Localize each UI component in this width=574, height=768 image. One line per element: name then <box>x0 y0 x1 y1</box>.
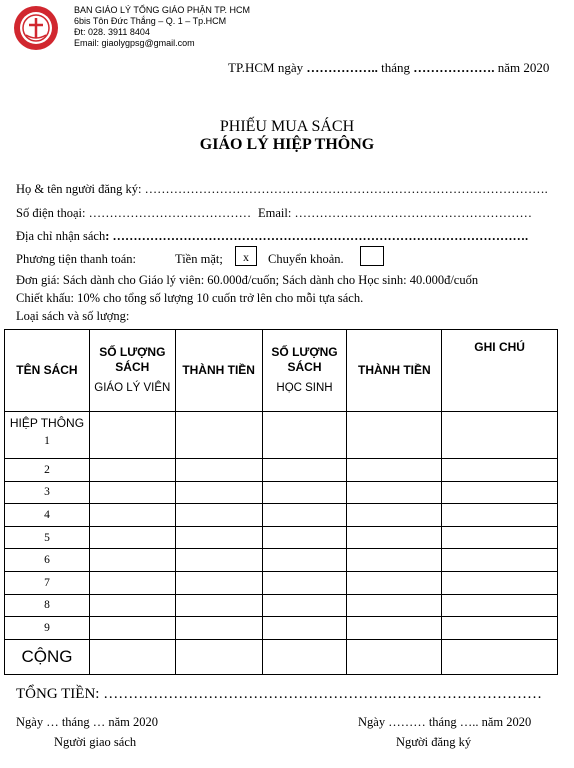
price-line: Đơn giá: Sách dành cho Giáo lý viên: 60.000đ/cuốn; Sách dành cho Học sinh: 40.000đ/cuốn <box>16 273 479 287</box>
total-note-cell[interactable] <box>442 639 558 674</box>
note-cell[interactable] <box>442 459 558 482</box>
total-qty-glv-cell[interactable] <box>89 639 175 674</box>
transfer-label: Chuyển khoản. <box>268 252 344 266</box>
note-cell[interactable] <box>442 549 558 572</box>
amount-glv-cell[interactable] <box>175 412 262 459</box>
amount-hs-cell[interactable] <box>347 504 442 527</box>
date-month-dots: ………………. <box>413 60 495 75</box>
qty-glv-cell[interactable] <box>89 549 175 572</box>
discount-line: Chiết khấu: 10% cho tổng số lượng 10 cuốn trở lên cho mỗi tựa sách. <box>16 291 364 305</box>
amount-hs-cell[interactable] <box>347 481 442 504</box>
org-phone: Đt: 028. 3911 8404 <box>74 27 150 37</box>
date-year: năm 2020 <box>494 60 550 75</box>
qty-hs-cell[interactable] <box>262 594 347 617</box>
header-qty-hs: SỐ LƯỢNG SÁCH HỌC SINH <box>262 330 347 412</box>
grand-total-field[interactable]: TỔNG TIỀN: ………………………………………………….………………………… <box>16 686 542 702</box>
registrant-role: Người đăng ký <box>396 735 472 749</box>
total-label: CỘNG <box>5 639 90 674</box>
note-cell[interactable] <box>442 481 558 504</box>
date-prefix: TP.HCM ngày <box>228 60 307 75</box>
qty-hs-cell[interactable] <box>262 571 347 594</box>
amount-hs-cell[interactable] <box>347 549 442 572</box>
note-cell[interactable] <box>442 571 558 594</box>
header-qty-glv-sub: GIÁO LÝ VIÊN <box>94 382 171 394</box>
qty-glv-cell[interactable] <box>89 617 175 640</box>
order-table <box>4 329 558 675</box>
organization-logo <box>6 4 66 52</box>
qty-hs-cell[interactable] <box>262 526 347 549</box>
note-cell[interactable] <box>442 412 558 459</box>
table-row <box>5 617 558 640</box>
qty-glv-cell[interactable] <box>89 504 175 527</box>
qty-glv-cell[interactable] <box>89 571 175 594</box>
table-row <box>5 594 558 617</box>
row-number: 8 <box>5 594 90 617</box>
qty-hs-cell[interactable] <box>262 459 347 482</box>
amount-glv-cell[interactable] <box>175 571 262 594</box>
note-cell[interactable] <box>442 594 558 617</box>
total-amount-hs-cell[interactable] <box>347 639 442 674</box>
header-qty-glv: SỐ LƯỢNG SÁCH GIÁO LÝ VIÊN <box>89 330 175 412</box>
table-row <box>5 481 558 504</box>
row-number: 4 <box>5 504 90 527</box>
transfer-checkbox[interactable] <box>360 246 384 266</box>
qty-hs-cell[interactable] <box>262 549 347 572</box>
amount-glv-cell[interactable] <box>175 526 262 549</box>
amount-glv-cell[interactable] <box>175 549 262 572</box>
payment-method-label: Phương tiện thanh toán: <box>16 252 136 266</box>
org-address: 6bis Tôn Đức Thắng – Q. 1 – Tp.HCM <box>74 16 227 26</box>
row-number: 3 <box>5 481 90 504</box>
qty-glv-cell[interactable] <box>89 526 175 549</box>
cash-checkbox[interactable]: x <box>235 246 257 266</box>
row-number: 7 <box>5 571 90 594</box>
title-line2: GIÁO LÝ HIỆP THÔNG <box>199 136 375 153</box>
org-email: Email: giaolygpsg@gmail.com <box>74 38 195 48</box>
total-row <box>5 639 558 674</box>
email-field[interactable]: Email: ………………………………………………… <box>258 206 532 220</box>
note-cell[interactable] <box>442 617 558 640</box>
qty-glv-cell[interactable] <box>89 412 175 459</box>
qty-hs-cell[interactable] <box>262 617 347 640</box>
delivery-address-dots: : ………………………………………………………………………………………. <box>105 229 529 243</box>
phone-field[interactable]: Số điện thoại: ………………………………… <box>16 206 252 220</box>
amount-glv-cell[interactable] <box>175 459 262 482</box>
amount-hs-cell[interactable] <box>347 571 442 594</box>
qty-glv-cell[interactable] <box>89 481 175 504</box>
giver-role: Người giao sách <box>54 735 137 749</box>
date-day-dots: …………….. <box>306 60 378 75</box>
registrant-name-field[interactable]: Họ & tên người đăng ký: ……………………………………………………………………………………. <box>16 182 548 196</box>
header-note: GHI CHÚ <box>442 330 558 412</box>
table-row <box>5 459 558 482</box>
row-number: 9 <box>5 617 90 640</box>
total-qty-hs-cell[interactable] <box>262 639 347 674</box>
cash-label: Tiền mặt; <box>175 252 223 266</box>
row-number: 6 <box>5 549 90 572</box>
amount-glv-cell[interactable] <box>175 617 262 640</box>
amount-glv-cell[interactable] <box>175 481 262 504</box>
amount-hs-cell[interactable] <box>347 526 442 549</box>
header-qty-hs-sub: HỌC SINH <box>276 382 333 394</box>
org-name: BAN GIÁO LÝ TỔNG GIÁO PHẬN TP. HCM <box>74 5 251 15</box>
amount-hs-cell[interactable] <box>347 459 442 482</box>
qty-hs-cell[interactable] <box>262 481 347 504</box>
note-cell[interactable] <box>442 526 558 549</box>
amount-hs-cell[interactable] <box>347 594 442 617</box>
date-line <box>228 60 549 76</box>
book-title-cell <box>5 412 90 459</box>
row-number: 5 <box>5 526 90 549</box>
table-header-row <box>5 330 558 412</box>
row-number: 1 <box>44 435 50 447</box>
giver-date: Ngày … tháng … năm 2020 <box>16 715 158 729</box>
header-amount-hs: THÀNH TIỀN <box>347 330 442 412</box>
note-cell[interactable] <box>442 504 558 527</box>
book-type-line: Loại sách và số lượng: <box>16 309 130 323</box>
header-amount-glv: THÀNH TIỀN <box>175 330 262 412</box>
qty-hs-cell[interactable] <box>262 412 347 459</box>
book-title: HIỆP THÔNG <box>9 416 85 430</box>
header-book-name: TÊN SÁCH <box>5 330 90 412</box>
total-amount-glv-cell[interactable] <box>175 639 262 674</box>
table-row <box>5 526 558 549</box>
registrant-date: Ngày ……… tháng ….. năm 2020 <box>358 715 532 729</box>
amount-hs-cell[interactable] <box>347 617 442 640</box>
title-line1: PHIẾU MUA SÁCH <box>219 118 355 135</box>
table-row <box>5 504 558 527</box>
amount-glv-cell[interactable] <box>175 594 262 617</box>
row-number: 2 <box>5 459 90 482</box>
qty-glv-cell[interactable] <box>89 459 175 482</box>
amount-glv-cell[interactable] <box>175 504 262 527</box>
delivery-address-label: Địa chỉ nhận sách <box>16 229 106 243</box>
table-row <box>5 549 558 572</box>
qty-hs-cell[interactable] <box>262 504 347 527</box>
table-row <box>5 571 558 594</box>
amount-hs-cell[interactable] <box>347 412 442 459</box>
qty-glv-cell[interactable] <box>89 594 175 617</box>
table-row <box>5 412 558 459</box>
delivery-address-field[interactable] <box>16 229 528 244</box>
date-month-label: tháng <box>377 60 414 75</box>
